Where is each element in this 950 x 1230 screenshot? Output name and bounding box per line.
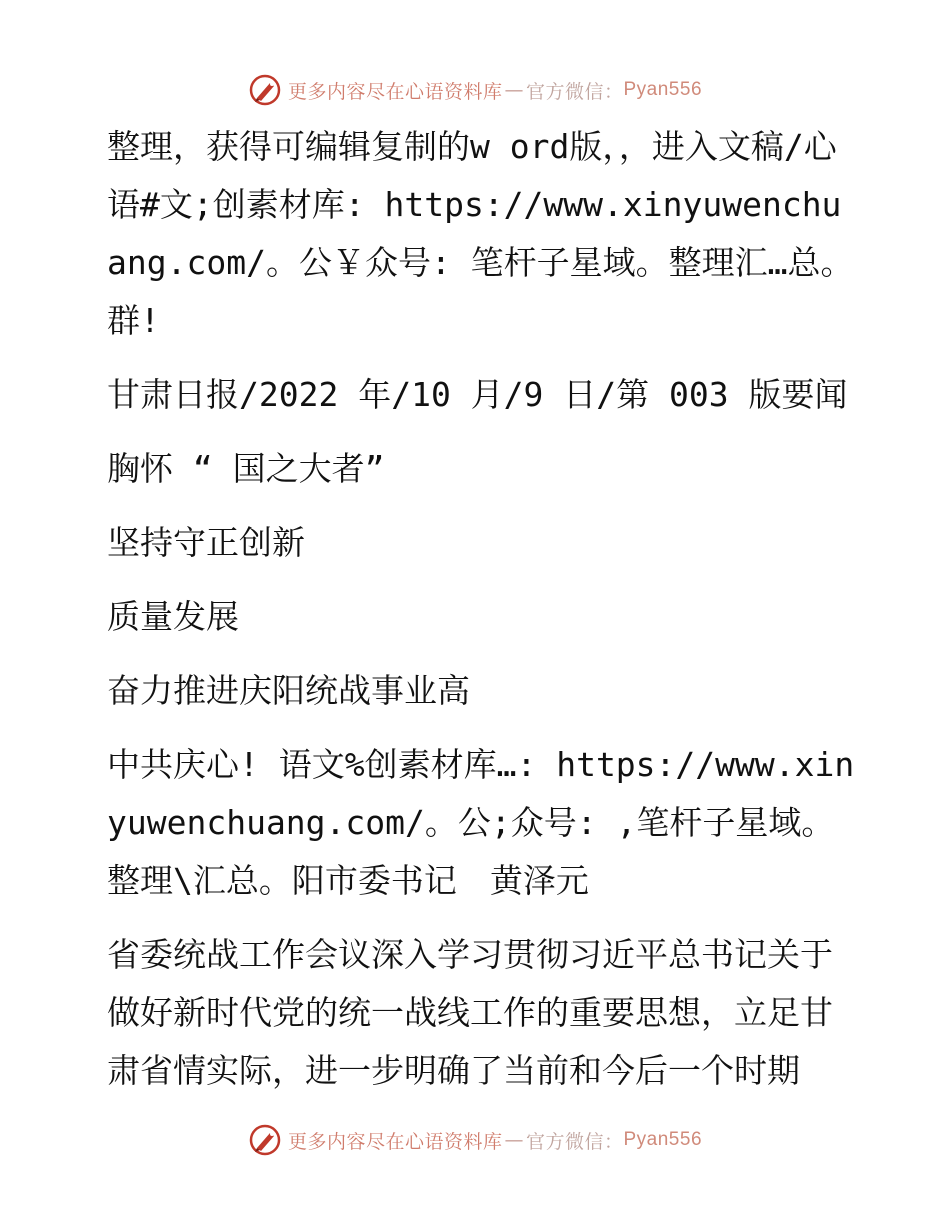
paragraph-intro: 整理，获得可编辑复制的w ord版，，进入文稿/心语#文;创素材库: https://www.xinyuwenchuang.com/。公￥众号: 笔杆子星域。整理汇…总。群! [107, 127, 854, 340]
pen-logo-icon [248, 1123, 282, 1157]
paragraph-author: 中共庆心! 语文%创素材库…: https://www.xinyuwenchuang.com/。公;众号: ,笔杆子星域。整理\汇总。阳市委书记 黄泽元 [107, 745, 855, 900]
watermark-dash: — [504, 1129, 524, 1151]
headline-line-3: 质量发展 [107, 597, 239, 636]
watermark-wechat-label: 官方微信： [525, 80, 624, 103]
watermark-wechat-id: Pyan556 [623, 1129, 703, 1150]
watermark-wechat-label: 官方微信： [525, 1130, 624, 1153]
headline-line-4: 奋力推进庆阳统战事业高 [107, 671, 470, 710]
headline-line-1: 胸怀 “ 国之大者” [107, 449, 385, 488]
watermark-text: 更多内容尽在心语资料库 [287, 1130, 503, 1153]
watermark-dash: — [504, 79, 524, 101]
paragraph-body: 省委统战工作会议深入学习贯彻习近平总书记关于做好新时代党的统一战线工作的重要思想，立足甘肃省情实际，进一步明确了当前和今后一个时期 [107, 935, 833, 1090]
document-body [97, 118, 857, 1116]
footer-watermark [0, 1120, 950, 1160]
paragraph-source: 甘肃日报/2022 年/10 月/9 日/第 003 版要闻 [107, 375, 848, 414]
pen-logo-icon [248, 73, 282, 107]
watermark-text: 更多内容尽在心语资料库 [287, 80, 503, 103]
headline-line-2: 坚持守正创新 [107, 523, 305, 562]
watermark-wechat-id: Pyan556 [623, 79, 703, 100]
header-watermark [0, 70, 950, 110]
